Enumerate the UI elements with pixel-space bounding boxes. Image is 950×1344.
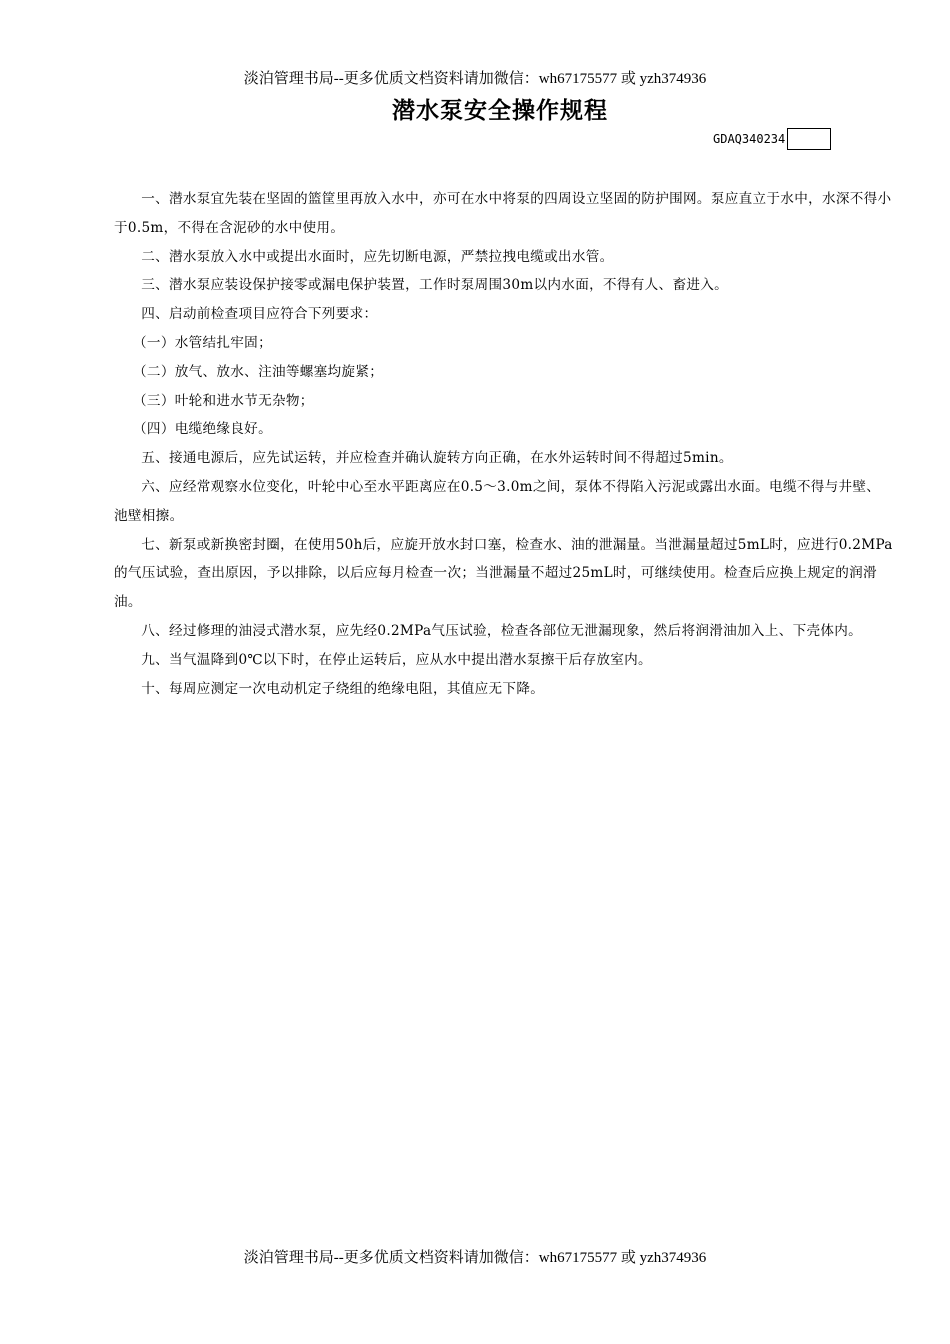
paragraph-5: 五、接通电源后，应先试运转，并应检查并确认旋转方向正确，在水外运转时间不得超过5min。 (141, 450, 733, 467)
paragraph-2: 二、潜水泵放入水中或提出水面时，应先切断电源，严禁拉拽电缆或出水管。 (141, 248, 614, 265)
header-note: 淡泊管理书局--更多优质文档资料请加微信：wh67175577 或 yzh374936 (243, 71, 707, 87)
paragraph-8: 八、经过修理的油浸式潜水泵，应先经0.2MPa气压试验，检查各部位无泄漏现象，然后将润滑油加入上、下壳体内。 (141, 622, 863, 639)
document-title: 潜水泵安全操作规程 (392, 98, 608, 124)
sub-item-1: （一）水管结扎牢固； (133, 334, 272, 351)
paragraph-3: 三、潜水泵应装设保护接零或漏电保护装置，工作时泵周围30m以内水面，不得有人、畜进入。 (141, 277, 729, 294)
document-body (114, 185, 894, 703)
paragraph-1: 一、潜水泵宜先装在坚固的篮筐里再放入水中，亦可在水中将泵的四周设立坚固的防护围网。泵应直立于水中，水深不得小于0.5m，不得在含泥砂的水中使用。 (114, 191, 892, 236)
sub-item-2: （二）放气、放水、注油等螺塞均旋紧； (133, 363, 384, 380)
paragraph-9: 九、当气温降到0℃以下时，在停止运转后，应从水中提出潜水泵擦干后存放室内。 (141, 651, 652, 668)
document-code-row (713, 128, 831, 150)
paragraph-4: 四、启动前检查项目应符合下列要求： (141, 306, 378, 323)
paragraph-10: 十、每周应测定一次电动机定子绕组的绝缘电阻，其值应无下降。 (141, 680, 545, 697)
document-code: GDAQ340234 (713, 132, 786, 146)
document-code-box (787, 128, 831, 150)
sub-item-3: （三）叶轮和进水节无杂物； (133, 392, 314, 409)
paragraph-7: 七、新泵或新换密封圈，在使用50h后，应旋开放水封口塞，检查水、油的泄漏量。当泄漏量超过5mL时，应进行0.2MPa的气压试验，查出原因，予以排除，以后应每月检查一次；当泄漏量不超过25mL时，可继续使用。检查后应换上规定的润滑油。 (114, 536, 893, 611)
sub-item-4: （四）电缆绝缘良好。 (133, 421, 272, 438)
paragraph-6: 六、应经常观察水位变化，叶轮中心至水平距离应在0.5～3.0m之间，泵体不得陷入污泥或露出水面。电缆不得与井壁、池壁相擦。 (114, 478, 881, 524)
footer-note: 淡泊管理书局--更多优质文档资料请加微信：wh67175577 或 yzh374936 (243, 1250, 707, 1266)
